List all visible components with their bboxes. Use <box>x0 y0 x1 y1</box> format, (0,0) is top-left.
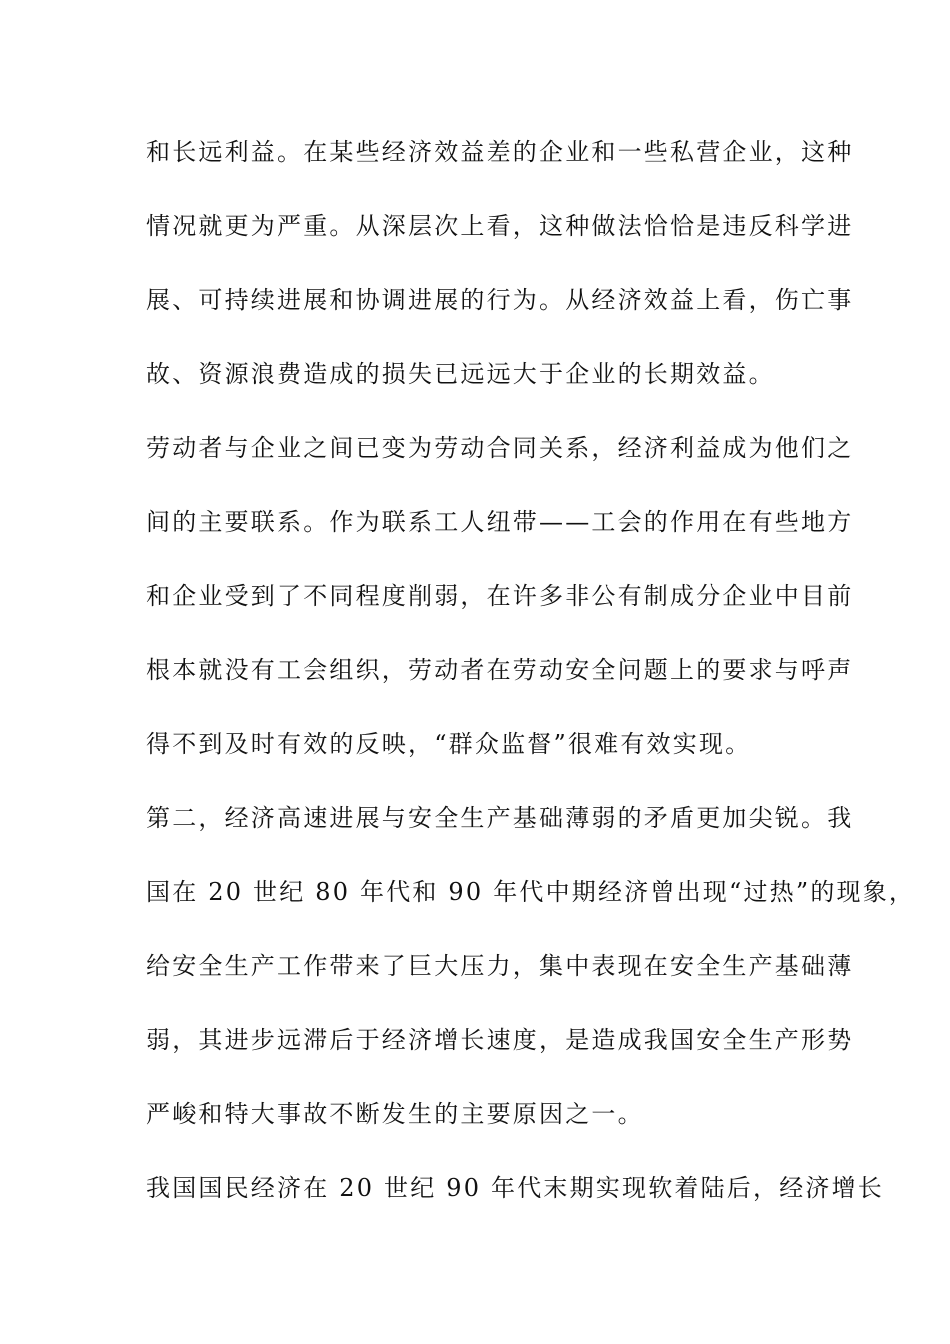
text-line: 和企业受到了不同程度削弱，在许多非公有制成分企业中目前 <box>146 582 854 610</box>
text-line: 根本就没有工会组织，劳动者在劳动安全问题上的要求与呼声 <box>146 656 854 684</box>
text-line: 弱，其进步远滞后于经济增长速度，是造成我国安全生产形势 <box>146 1026 854 1054</box>
text-line: 严峻和特大事故不断发生的主要原因之一。 <box>146 1100 644 1128</box>
text-line: 展、可持续进展和协调进展的行为。从经济效益上看，伤亡事 <box>146 286 854 314</box>
text-line: 得不到及时有效的反映，“群众监督”很难有效实现。 <box>146 730 752 758</box>
text-line: 和长远利益。在某些经济效益差的企业和一些私营企业，这种 <box>146 138 854 166</box>
text-line: 国在 20 世纪 80 年代和 90 年代中期经济曾出现“过热”的现象， <box>146 878 916 906</box>
text-line: 情况就更为严重。从深层次上看，这种做法恰恰是违反科学进 <box>146 212 854 240</box>
text-line: 给安全生产工作带来了巨大压力，集中表现在安全生产基础薄 <box>146 952 854 980</box>
text-line: 间的主要联系。作为联系工人纽带——工会的作用在有些地方 <box>146 508 854 536</box>
text-line: 我国国民经济在 20 世纪 90 年代末期实现软着陆后，经济增长 <box>146 1174 884 1202</box>
text-line: 劳动者与企业之间已变为劳动合同关系，经济利益成为他们之 <box>146 434 854 462</box>
text-line: 第二，经济高速进展与安全生产基础薄弱的矛盾更加尖锐。我 <box>146 804 854 832</box>
text-line: 故、资源浪费造成的损失已远远大于企业的长期效益。 <box>146 360 775 388</box>
